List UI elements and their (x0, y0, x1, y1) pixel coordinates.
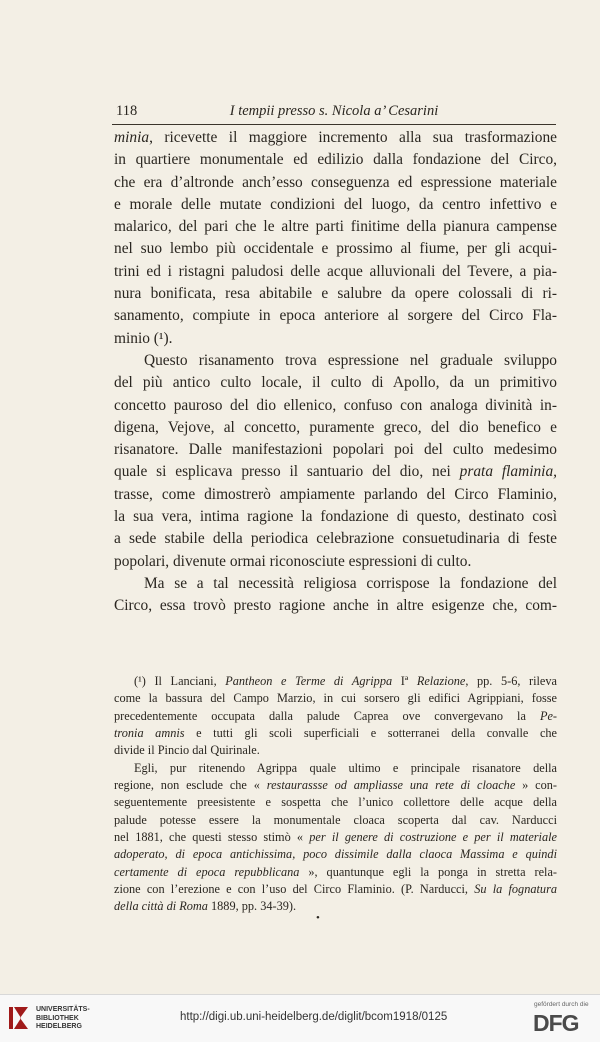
running-header (112, 103, 556, 121)
footnote-line (114, 864, 557, 881)
line-start: quale si esplicava presso il santuario del dio, nei (114, 463, 451, 481)
body-line (114, 127, 557, 149)
page-number: 118 (116, 103, 138, 119)
running-title: I tempii presso s. Nicola a’ Cesarini (229, 103, 439, 119)
footnote-line: come la bassura del Campo Marzio, in cui sorsero gli edifici Agrippiani, fosse (114, 691, 557, 706)
fn-text: nel 1881, che questi stesso stimò « (114, 830, 304, 845)
body-line: a sede stabile della periodica celebrazione consuetudinaria di feste (114, 530, 557, 548)
fn-text: Iª (400, 674, 409, 688)
body-line: nel suo lembo più occidentale e prossimo al fiume, per gli acqui- (114, 240, 557, 258)
body-line: concetto pauroso del dio ellenico, confuso con analoga divinità in- (114, 396, 557, 414)
footnote-line (114, 898, 557, 915)
footnote-line: seguentemente preesistente e sospetta che l’unico collettore delle acque della (114, 795, 557, 810)
body-line: la sua vera, intima ragione la fondazione di questo, destinato così (114, 508, 557, 526)
italic-word: minia (114, 129, 150, 146)
fn-italic: della città di Roma (114, 899, 208, 914)
footnote-line: divide il Pincio dal Quirinale. (114, 743, 260, 758)
body-line: digena, Vejove, al concetto, puramente greco, del dio benefico e (114, 418, 557, 436)
footnote-line (114, 846, 557, 863)
body-text (114, 127, 557, 618)
fn-italic: Pe- (539, 708, 558, 723)
footnote-line (114, 673, 557, 690)
line-rest: , ricevette il maggiore incremento alla sua trasformazione (149, 129, 557, 146)
body-line: Ma se a tal necessità religiosa corrispose la fondazione del (144, 574, 557, 592)
fn-text: » con- (522, 778, 558, 793)
permalink-url[interactable]: http://digi.ub.uni-heidelberg.de/diglit/bcom1918/0125 (180, 1011, 448, 1023)
fn-text: 1889, pp. 34-39). (211, 899, 297, 914)
header-rule (112, 124, 556, 125)
footnote-line (114, 725, 557, 742)
library-logo-icon (8, 1005, 32, 1031)
body-line: che era d’altronde anch’esso conseguenza ed espressione materiale (114, 173, 557, 191)
footnote-line (114, 708, 557, 725)
footnote-line (114, 777, 557, 794)
funding-note: gefördert durch die (534, 1001, 589, 1008)
body-line: risanatore. Dalle manifestazioni popolari poi del culto medesimo (114, 441, 557, 459)
body-line: popolari, divenute ormai riconosciute espressioni di culto. (114, 552, 472, 570)
body-line: e morale delle mutate condizioni del luogo, da centro infettivo e (114, 195, 557, 213)
body-line: sanamento, compiute in epoca anteriore al sorgere del Circo Fla- (114, 307, 557, 325)
footnote-line (114, 881, 557, 898)
footnote-line: Egli, pur ritenendo Agrippa quale ultimo e principale risanatore della (134, 760, 557, 775)
fn-text: zione con l’erezione e con l’uso del Circo Flaminio. (P. Narducci, (114, 882, 468, 897)
library-line: BIBLIOTHEK (36, 1014, 79, 1022)
body-line: minio (¹). (114, 329, 173, 347)
body-line: Circo, essa trovò presto ragione anche in altre esigenze che, com- (114, 597, 557, 615)
body-line: trini ed i ristagni paludosi delle acque alluvionali del Tevere, a pia- (114, 262, 557, 280)
body-line: in quartiere monumentale ed edilizio dalla fondazione del Circo, (114, 151, 557, 169)
library-name (36, 1006, 90, 1032)
body-line: trasse, come dimostrerò ampiamente parlando del Circo Flaminio, (114, 485, 557, 503)
fn-text: regione, non esclude che « (114, 778, 260, 793)
body-line: Questo risanamento trova espressione nel graduale sviluppo (144, 351, 557, 369)
library-line: HEIDELBERG (36, 1023, 82, 1030)
fn-italic: tronia amnis (114, 726, 185, 741)
body-line: malarico, del pari che le altre parti finitime della pianura campense (114, 218, 557, 236)
dfg-logo: DFG (533, 1010, 579, 1036)
viewer-footer (0, 994, 600, 1042)
footnote-line (114, 829, 557, 846)
italic-phrase: prata flaminia, (459, 463, 557, 481)
fn-text: », quantunque egli la ponga in stretta rela- (308, 864, 557, 879)
body-line (114, 461, 557, 483)
footnote-line: palude potesse essere la monumentale cloaca scoperta dal cav. Narducci (114, 812, 557, 827)
fn-italic: Relazione (416, 674, 466, 688)
fn-italic: Pantheon e Terme di Agrippa (225, 674, 393, 688)
fn-italic: adoperato, di epoca antichissima, poco dissimile dalla claoca Massima e quindi (114, 847, 557, 862)
fn-italic: certamente di epoca repubblicana (114, 864, 300, 879)
fn-text: precedentemente occupata dalla palude Caprea ove convergevano la (114, 708, 526, 723)
footnotes (114, 673, 557, 916)
signature-mark: • (316, 912, 320, 924)
fn-text: , pp. 5-6, rileva (465, 674, 557, 688)
fn-text: (¹) Il Lanciani, (134, 674, 217, 688)
fn-text: e tutti gli scoli superficiali e sotterranei della convalle che (196, 726, 558, 741)
fn-italic: restaurassse od ampliasse una rete di cloache (266, 778, 516, 793)
fn-italic: Su la fognatura (474, 882, 557, 897)
body-line: nura bonificata, resa abitabile e salubre da opere colossali di ri- (114, 285, 557, 303)
body-line: del più antico culto locale, il culto di Apollo, da un primitivo (114, 374, 557, 392)
fn-italic: per il genere di costruzione e per il materiale (309, 830, 558, 845)
library-line: UNIVERSITÄTS- (36, 1006, 90, 1013)
